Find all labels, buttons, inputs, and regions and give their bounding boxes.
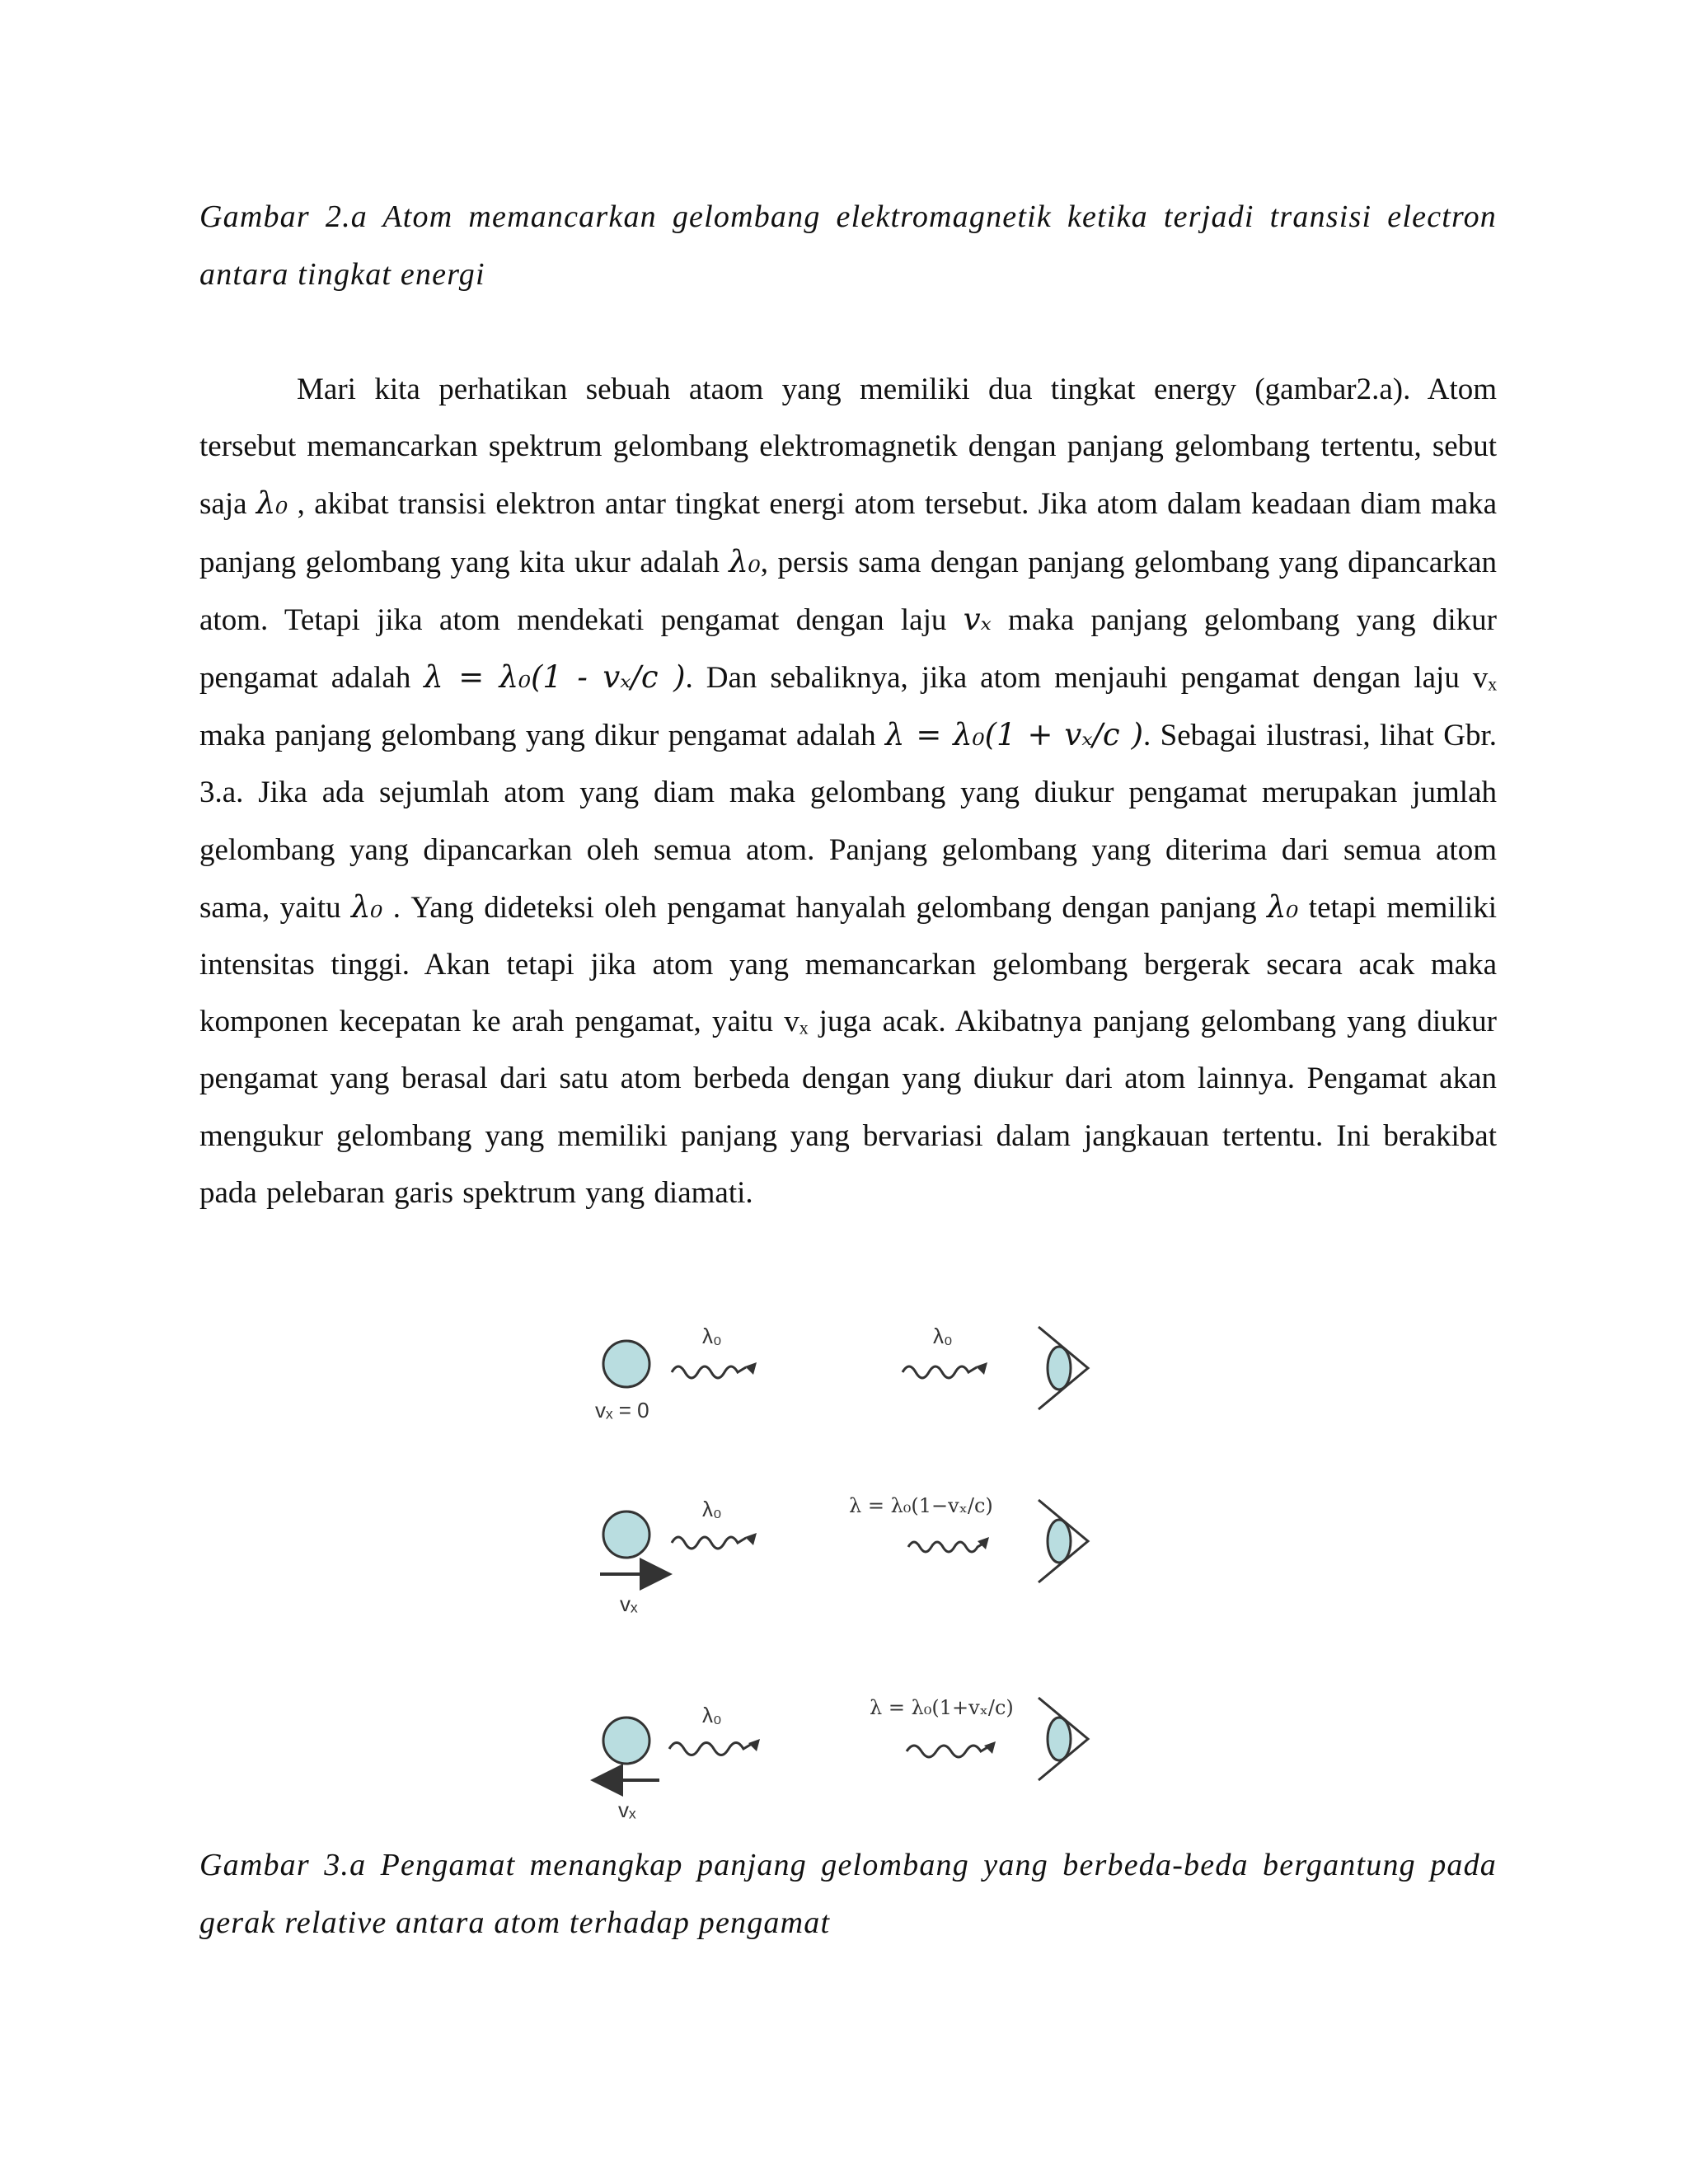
text-segment: , persis sama dengan panjang gelombang yang dipancarkan atom. Tetapi jika atom mendekati pengamat dengan laju — [199, 545, 1497, 637]
text-segment: . Sebagai ilustrasi, lihat Gbr. 3.a. Jika ada sejumlah atom yang diam maka gelombang yang diukur pengamat merupakan jumlah gelombang yang dipancarkan oleh semua atom. Panjang gelombang yang diterima dari semua atom sama, yaitu — [199, 719, 1497, 925]
doppler-figure — [577, 1302, 1121, 1846]
observer-eye-icon — [1039, 1500, 1088, 1582]
text-segment: tetapi memiliki intensitas tinggi. Akan tetapi jika atom yang memancarkan gelombang bergerak secara acak maka komponen kecepatan ke arah pengamat, yaitu — [199, 890, 1497, 1039]
velocity-x-symbol: vₓ — [963, 601, 992, 637]
lambda-zero-label: λ₀ — [933, 1324, 953, 1348]
wave-arrow-icon — [745, 1533, 757, 1545]
row-atom-receding — [597, 1696, 1088, 1822]
text-segment: maka panjang gelombang yang dikur pengamat adalah — [199, 719, 885, 753]
velocity-x-symbol: vₓ — [1472, 661, 1498, 696]
observer-eye-icon — [1039, 1327, 1088, 1409]
formula-approaching-label: λ = λ₀(1−vₓ/c) — [849, 1494, 993, 1517]
text-segment: , akibat transisi elektron antar tingkat energi atom tersebut. Jika atom dalam keadaan diam maka panjang gelombang yang kita ukur adalah — [199, 487, 1497, 579]
lambda-zero-label: λ₀ — [702, 1497, 722, 1521]
lambda-zero-symbol: λ₀ — [351, 888, 383, 925]
atom-circle — [603, 1511, 649, 1558]
emitted-wave — [669, 1743, 752, 1755]
text-segment: Mari kita perhatikan sebuah ataom yang memiliki dua tingkat energy (gambar2.a). Atom tersebut memancarkan spektrum gelombang elektromagnetik dengan panjang gelombang tertentu, sebut saja — [199, 373, 1497, 522]
doppler-formula-approaching: λ = λ₀(1 - vₓ/c ) — [424, 659, 686, 696]
received-wave — [903, 1366, 977, 1378]
atom-circle — [603, 1341, 649, 1387]
vx-label: vₓ — [620, 1591, 638, 1616]
text-segment: juga acak. Akibatnya panjang gelombang yang diukur pengamat yang berasal dari satu atom berbeda dengan yang diukur dari atom lainnya. Pengamat akan mengukur gelombang yang memiliki panjang yang bervariasi dalam jangkauan tertentu. Ini berakibat pada pelebaran garis spektrum yang diamati. — [199, 1005, 1497, 1210]
paragraph-text — [199, 361, 1497, 1221]
lambda-zero-symbol: λ₀ — [256, 485, 288, 522]
wave-arrow-icon — [978, 1537, 989, 1549]
emitted-wave — [672, 1537, 746, 1549]
doppler-formula-receding: λ = λ₀(1 + vₓ/c ) — [884, 717, 1144, 753]
row-atom-at-rest — [595, 1324, 1088, 1422]
lambda-zero-label: λ₀ — [702, 1324, 722, 1348]
doppler-illustration — [577, 1302, 1121, 1846]
figure-caption-2a: Gambar 2.a Atom memancarkan gelombang elektromagnetik ketika terjadi transisi electron antara tingkat energi — [199, 199, 1497, 292]
vx-zero-label: vₓ = 0 — [595, 1398, 649, 1422]
lambda-zero-label: λ₀ — [702, 1703, 722, 1727]
wave-arrow-icon — [745, 1362, 757, 1375]
lambda-zero-symbol: λ₀ — [1267, 888, 1299, 925]
atom-circle — [603, 1718, 649, 1764]
figure-caption-3a: Gambar 3.a Pengamat menangkap panjang gelombang yang berbeda-beda bergantung pada gerak relative antara atom terhadap pengamat — [199, 1848, 1497, 1940]
received-wave — [907, 1746, 989, 1757]
velocity-x-symbol: vₓ — [784, 1005, 809, 1039]
emitted-wave — [672, 1366, 746, 1378]
row-atom-approaching — [600, 1494, 1088, 1616]
text-segment: maka panjang gelombang yang dikur pengamat adalah — [199, 602, 1497, 696]
vx-label: vₓ — [618, 1797, 636, 1822]
wave-arrow-icon — [976, 1362, 987, 1375]
text-segment: . Yang dideteksi oleh pengamat hanyalah gelombang dengan panjang — [382, 890, 1268, 925]
lambda-zero-symbol: λ₀ — [729, 543, 761, 579]
observer-eye-icon — [1039, 1698, 1088, 1780]
body-paragraph — [199, 361, 1497, 1221]
received-wave — [908, 1542, 986, 1552]
text-segment: . Dan sebaliknya, jika atom menjauhi pengamat dengan laju — [685, 661, 1473, 696]
formula-receding-label: λ = λ₀(1+vₓ/c) — [870, 1696, 1014, 1719]
